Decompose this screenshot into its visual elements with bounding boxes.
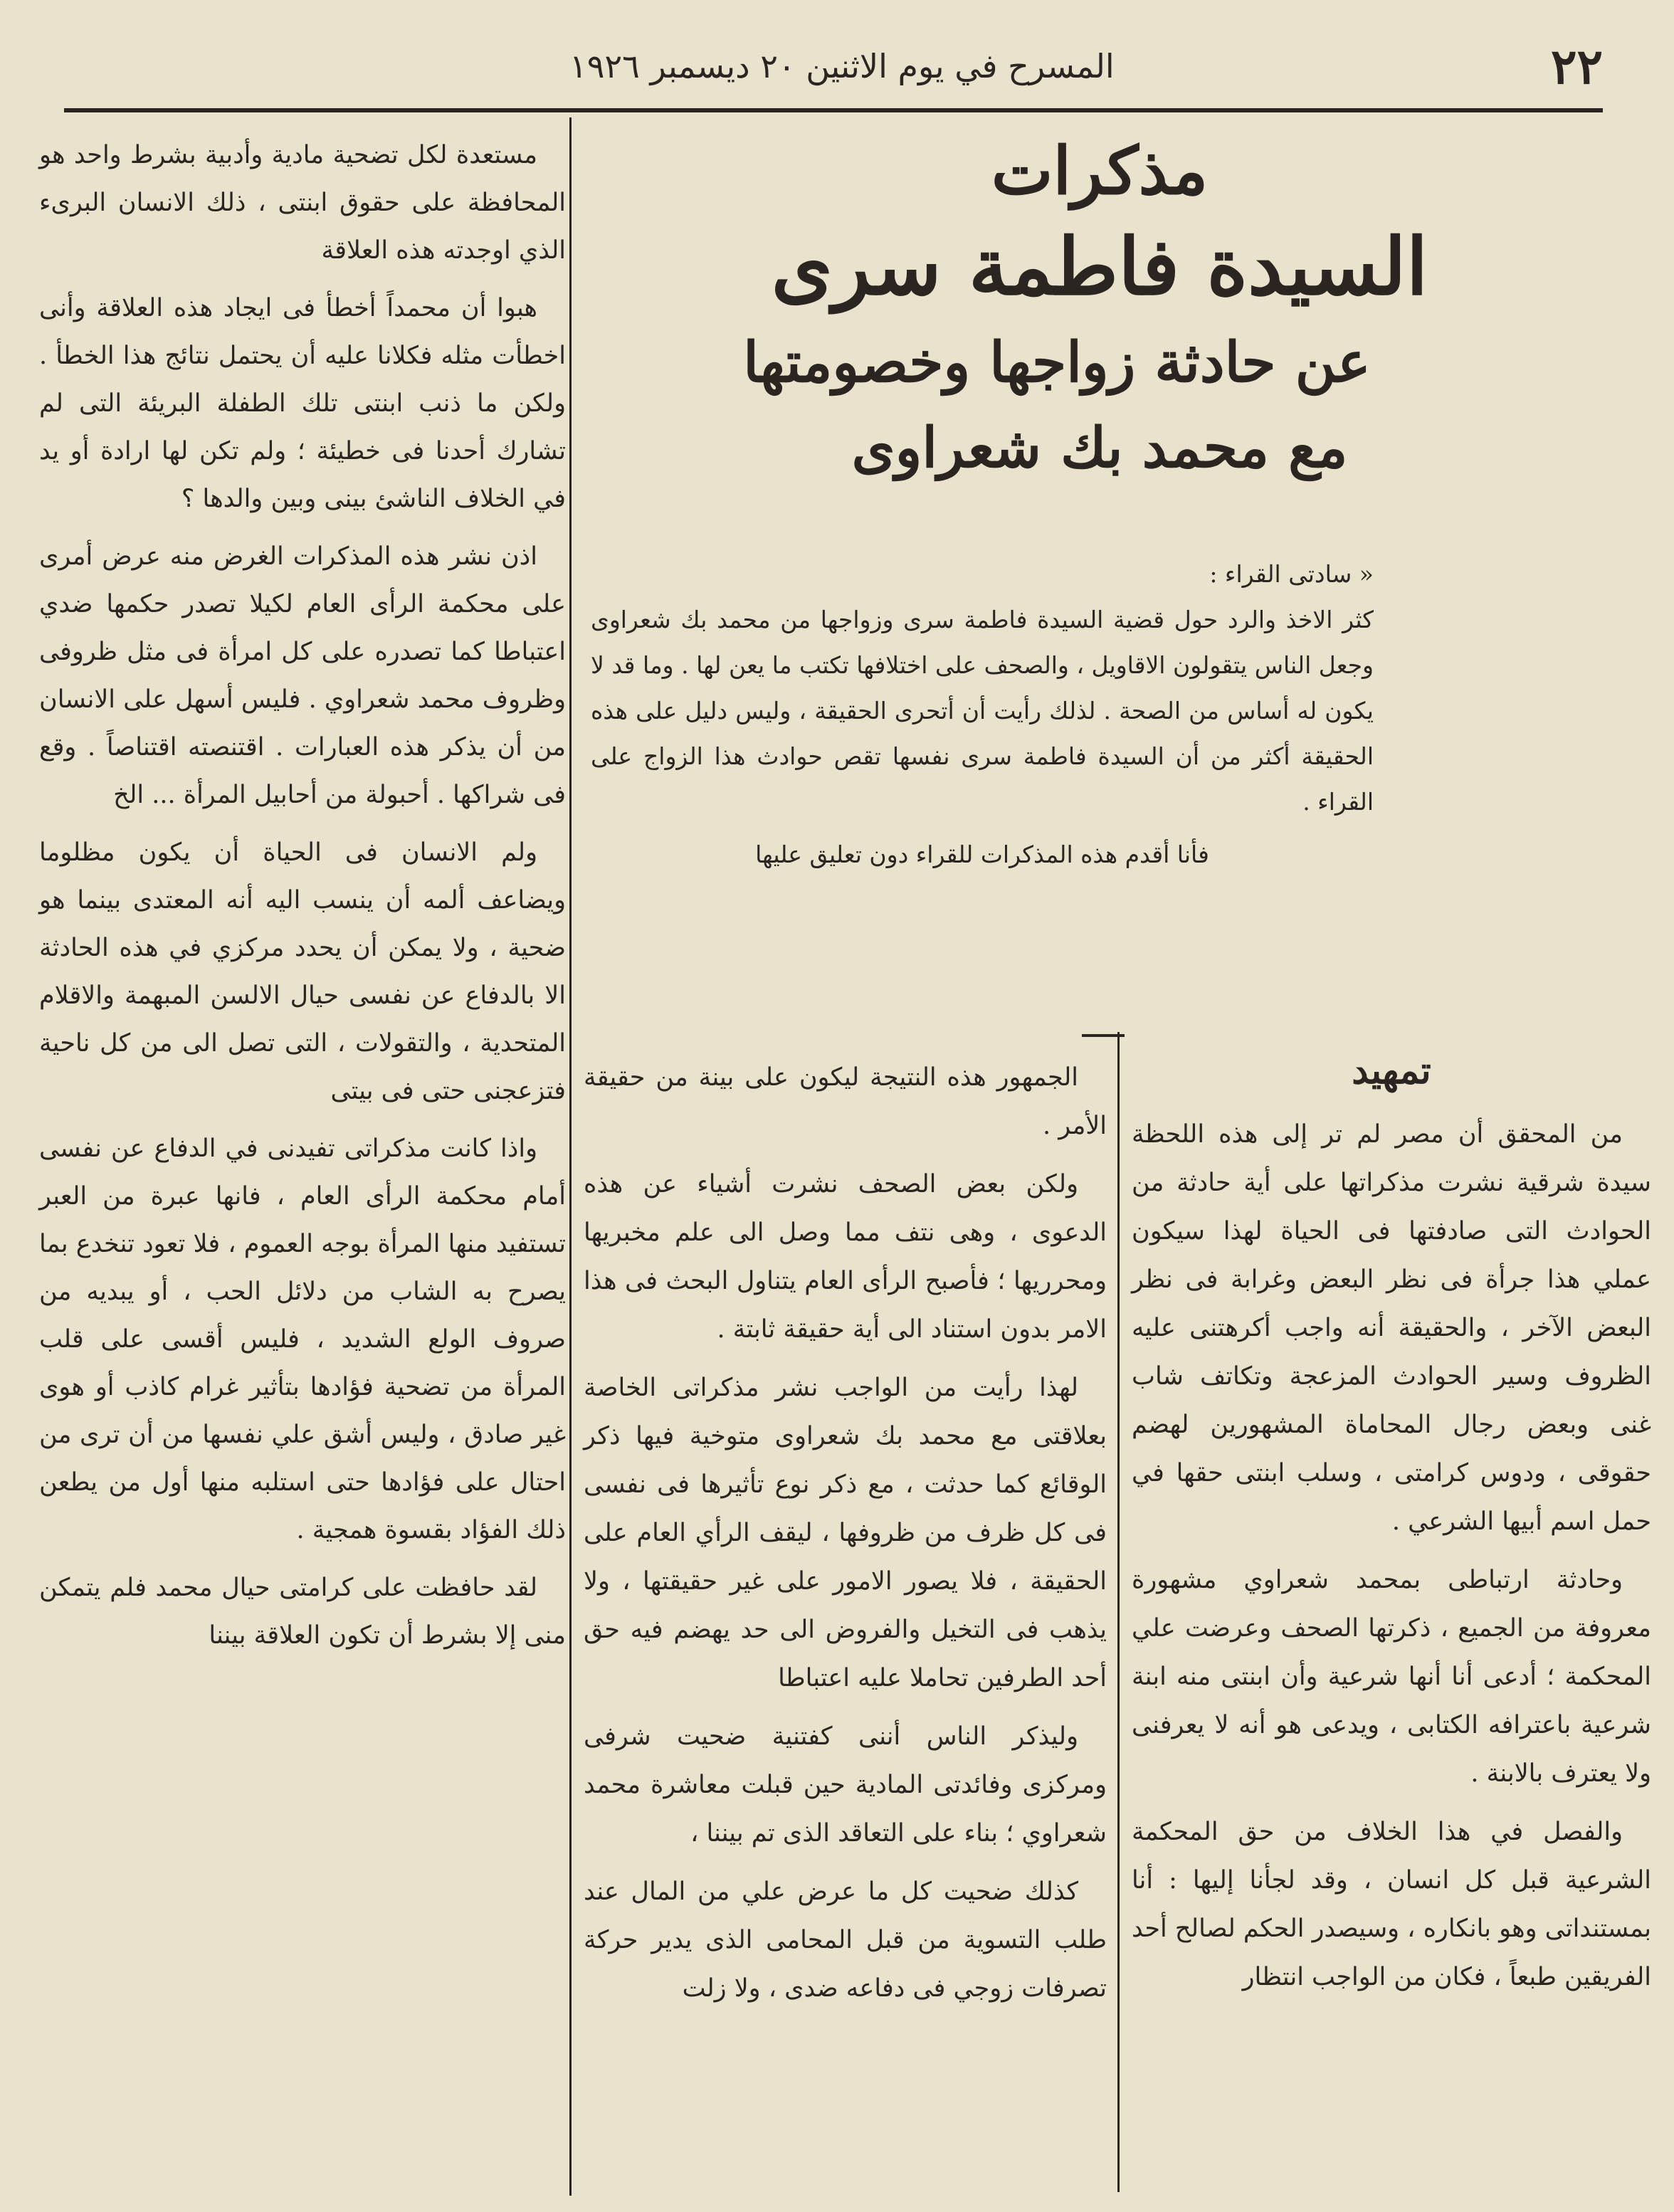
page-number: ٢٢ [1550,38,1603,95]
column-right [1132,1046,1651,2192]
right-paragraph: والفصل في هذا الخلاف من حق المحكمة الشرعية قبل كل انسان ، وقد لجأنا إليها : أنا بمستنداتى وهو بانكاره ، وسيصدر الحكم لصالح أحد الفريقين طبعاً ، فكان من الواجب انتظار [1131,1818,1651,1991]
left-paragraph: لقد حافظت على كرامتى حيال محمد فلم يتمكن منى إلا بشرط أن تكون العلاقة بيننا [39,1574,566,1650]
article-title [569,128,1630,491]
right-paragraph: وحادثة ارتباطى بمحمد شعراوي مشهورة معروفة من الجميع ، ذكرتها الصحف وعرضت علي المحكمة ؛ أدعى أنا أنها شرعية وأن ابنتى منه ابنة شرعية باعترافه الكتابى ، ويدعى هو أنه لا يعرفنى ولا يعترف بالابنة . [1132,1566,1651,1788]
left-paragraph: اذن نشر هذه المذكرات الغرض منه عرض أمرى على محكمة الرأى العام لكيلا تصدر حكمها ضدي اعتباطا كما تصدره على كل امرأة فى مثل ظروفى وظروف محمد شعراوي . فليس أسهل على الانسان من أن يذكر هذه العبارات . اقتنصته اقتناصاً . وقع فى شراكها . أحبولة من أحابيل المرأة ... الخ [39,542,566,809]
intro-paragraph: كثر الاخذ والرد حول قضية السيدة فاطمة سرى وزواجها من محمد بك شعراوى وجعل الناس يتقولون الاقاويل ، والصحف على اختلافها تكتب ما يعن لها . وما قد لا يكون له أساس من الصحة . لذلك رأيت أن أتحرى الحقيقة ، وليس دليل على هذه الحقيقة أكثر من أن السيدة فاطمة سرى نفسها تقص حوادث هذا الزواج على القراء . [591,606,1374,816]
middle-paragraph: الجمهور هذه النتيجة ليكون على بينة من حقيقة الأمر . [584,1063,1107,1140]
column-middle [584,1053,1107,2192]
intro-closing: فأنا أقدم هذه المذكرات للقراء دون تعليق عليها [755,841,1209,868]
left-paragraph: هبوا أن محمداً أخطأ فى ايجاد هذه العلاقة وأنى اخطأت مثله فكلانا عليه أن يحتمل نتائج هذا الخطأ . ولكن ما ذنب ابنتى تلك الطفلة البريئة التى لم تشارك أحدنا فى خطيئة ؛ ولم تكن لها ارادة أو يد في الخلاف الناشئ بينى وبين والدها ؟ [39,294,566,513]
title-line-4: مع محمد بك شعراوى [851,416,1348,480]
left-paragraph: مستعدة لكل تضحية مادية وأدبية بشرط واحد هو المحافظة على حقوق ابنتى ، ذلك الانسان البرىء الذي اوجدته هذه العلاقة [39,141,566,265]
middle-paragraph: وليذكر الناس أننى كفتنية ضحيت شرفى ومركزى وفائدتى المادية حين قبلت معاشرة محمد شعراوي ؛ بناء على التعاقد الذى تم بيننا ، [584,1722,1107,1848]
title-line-3: عن حادثة زواجها وخصومتها [743,330,1371,395]
editor-intro [591,552,1374,878]
header-rule [64,108,1603,112]
right-paragraph: من المحقق أن مصر لم تر إلى هذه اللحظة سيدة شرقية نشرت مذكراتها على أية حادثة من الحوادث التى صادفتها فى الحياة لهذا سيكون عملي هذا جرأة فى نظر البعض وغرابة فى نظر البعض الآخر ، والحقيقة أنه واجب أكرهتنى عليه الظروف وسير الحوادث المزعجة وتكاتف شاب غنى وبعض رجال المحاماة المشهورين لهضم حقوقى ، ودوس كرامتى ، وسلب ابنتى حقها في حمل اسم أبيها الشرعي . [1132,1120,1651,1536]
intro-greeting: « سادتى القراء : [1209,560,1374,588]
running-title: المسرح في يوم الاثنين ٢٠ ديسمبر ١٩٢٦ [569,47,1115,85]
left-paragraph: واذا كانت مذكراتى تفيدنى في الدفاع عن نفسى أمام محكمة الرأى العام ، فانها عبرة من العبر تستفيد منها المرأة بوجه العموم ، فلا تعود تنخدع بما يصرح به الشاب من دلائل الحب ، أو يبديه من صروف الولع الشديد ، فليس أقسى على قلب المرأة من تضحية فؤادها بتأثير غرام كاذب أو هوى غير صادق ، وليس أشق علي نفسها من أن ترى من احتال على فؤادها حتى استلبه منها أول من يطعن ذلك الفؤاد بقسوة همجية . [39,1134,566,1544]
page-header [28,28,1646,107]
title-line-2: السيدة فاطمة سرى [771,221,1428,312]
middle-paragraph: كذلك ضحيت كل ما عرض علي من المال عند طلب التسوية من قبل المحامى الذى يدير حركة تصرفات زوجي فى دفاعه ضدى ، ولا زلت [584,1877,1107,2003]
middle-paragraph: لهذا رأيت من الواجب نشر مذكراتى الخاصة بعلاقتى مع محمد بك شعراوى متوخية فيها ذكر الوقائع كما حدثت ، مع ذكر نوع تأثيرها فى نفسى فى كل ظرف من ظروفها ، ليقف الرأي العام على الحقيقة ، فلا يصور الامور على غير حقيقتها ، ولا يذهب فى التخيل والفروض الى حد يهضم فيه حق أحد الطرفين تحاملا عليه اعتباطا [584,1374,1107,1692]
left-paragraph: ولم الانسان فى الحياة أن يكون مظلوما ويضاعف ألمه أن ينسب اليه أنه المعتدى بينما هو ضحية ، ولا يمكن أن يحدد مركزي في هذه الحادثة الا بالدفاع عن نفسى حيال الالسن المبهمة والاقلام المتحدية ، والتقولات ، التى تصل الى من كل ناحية فتزعجنى حتى فى بيتى [39,838,566,1105]
column-divider-right [1117,1032,1120,2192]
title-line-1: مذكرات [991,132,1209,209]
middle-paragraph: ولكن بعض الصحف نشرت أشياء عن هذه الدعوى ، وهى نتف مما وصل الى علم مخبريها ومحرريها ؛ فأصبح الرأى العام يتناول البحث فى هذا الامر بدون استناد الى أية حقيقة ثابتة . [584,1170,1107,1344]
column-left [39,132,566,2196]
section-heading: تمهيد [1352,1049,1431,1092]
